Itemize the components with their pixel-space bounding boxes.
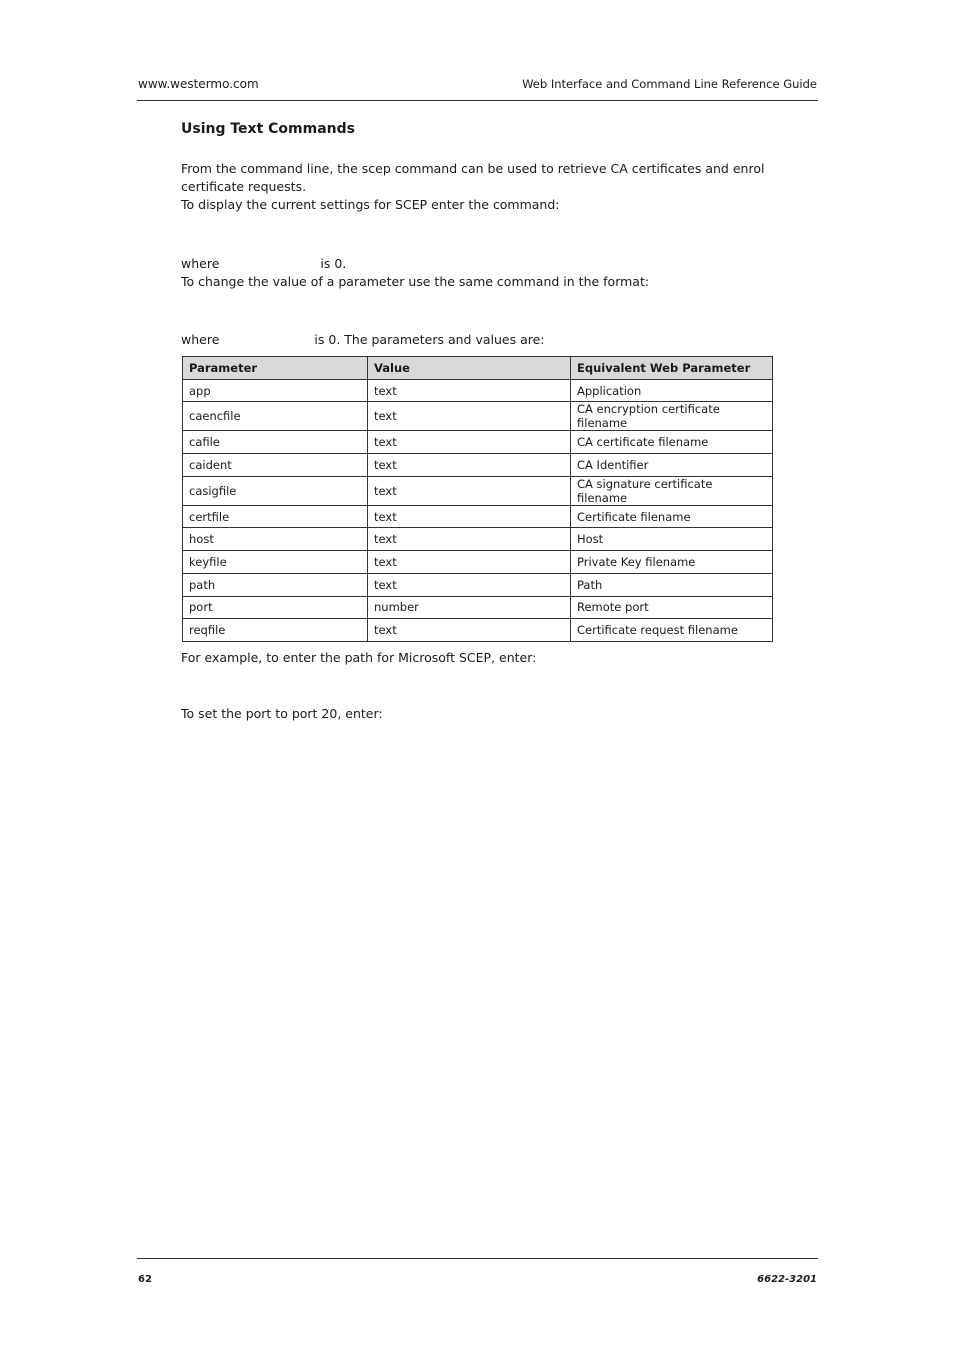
value-cell: text — [368, 528, 571, 551]
web-parameter-cell: CA certificate filename — [571, 431, 773, 454]
value-cell: text — [368, 551, 571, 574]
example-port-text: To set the port to port 20, enter: — [181, 706, 383, 721]
header-website: www.westermo.com — [138, 77, 259, 91]
web-parameter-cell: CA signature certificate filename — [571, 476, 773, 505]
where-clause-1 — [181, 255, 649, 291]
table-row — [183, 528, 773, 551]
table-row — [183, 379, 773, 402]
table-row — [183, 573, 773, 596]
document-number: 6622-3201 — [757, 1274, 817, 1285]
table-row — [183, 596, 773, 619]
where-1-suffix: is 0. — [320, 256, 347, 271]
web-parameter-cell: Path — [571, 573, 773, 596]
header-divider — [137, 100, 818, 101]
web-parameter-cell: CA encryption certificate filename — [571, 402, 773, 431]
parameter-cell: port — [183, 596, 368, 619]
table-header-row — [183, 357, 773, 380]
value-cell: number — [368, 596, 571, 619]
web-parameter-cell: Application — [571, 379, 773, 402]
value-cell: text — [368, 505, 571, 528]
intro-line-1: From the command line, the scep command can be used to retrieve CA certificates and enrol — [181, 161, 765, 176]
web-parameter-cell: Certificate filename — [571, 505, 773, 528]
column-header-value: Value — [368, 357, 571, 380]
page-number: 62 — [138, 1274, 152, 1285]
parameter-cell: keyfile — [183, 551, 368, 574]
parameter-cell: reqfile — [183, 619, 368, 642]
intro-line-2: certificate requests. — [181, 179, 307, 194]
example-path-text: For example, to enter the path for Microsoft SCEP, enter: — [181, 650, 537, 665]
parameter-cell: certfile — [183, 505, 368, 528]
table-row — [183, 476, 773, 505]
value-cell: text — [368, 476, 571, 505]
value-cell: text — [368, 454, 571, 477]
where-2-prefix: where — [181, 332, 220, 347]
value-cell: text — [368, 431, 571, 454]
value-cell: text — [368, 619, 571, 642]
parameter-cell: casigfile — [183, 476, 368, 505]
parameter-cell: host — [183, 528, 368, 551]
web-parameter-cell: Private Key filename — [571, 551, 773, 574]
web-parameter-cell: Host — [571, 528, 773, 551]
table-row — [183, 505, 773, 528]
table-row — [183, 619, 773, 642]
parameters-table — [182, 356, 773, 642]
table-row — [183, 454, 773, 477]
parameter-cell: app — [183, 379, 368, 402]
parameter-cell: caencfile — [183, 402, 368, 431]
intro-paragraph — [181, 160, 764, 214]
value-cell: text — [368, 402, 571, 431]
column-header-web-parameter: Equivalent Web Parameter — [571, 357, 773, 380]
footer-divider — [137, 1258, 818, 1259]
change-instruction: To change the value of a parameter use the same command in the format: — [181, 274, 650, 289]
header-guide-title: Web Interface and Command Line Reference Guide — [522, 77, 817, 91]
table-row — [183, 551, 773, 574]
parameter-cell: path — [183, 573, 368, 596]
section-heading: Using Text Commands — [181, 121, 355, 137]
table-row — [183, 402, 773, 431]
parameter-cell: cafile — [183, 431, 368, 454]
column-header-parameter: Parameter — [183, 357, 368, 380]
where-2-suffix: is 0. The parameters and values are: — [314, 332, 545, 347]
web-parameter-cell: Remote port — [571, 596, 773, 619]
web-parameter-cell: CA Identifier — [571, 454, 773, 477]
value-cell: text — [368, 573, 571, 596]
where-1-prefix: where — [181, 256, 220, 271]
value-cell: text — [368, 379, 571, 402]
where-clause-2 — [181, 331, 545, 349]
table-row — [183, 431, 773, 454]
parameter-cell: caident — [183, 454, 368, 477]
web-parameter-cell: Certificate request filename — [571, 619, 773, 642]
display-instruction: To display the current settings for SCEP enter the command: — [181, 197, 560, 212]
